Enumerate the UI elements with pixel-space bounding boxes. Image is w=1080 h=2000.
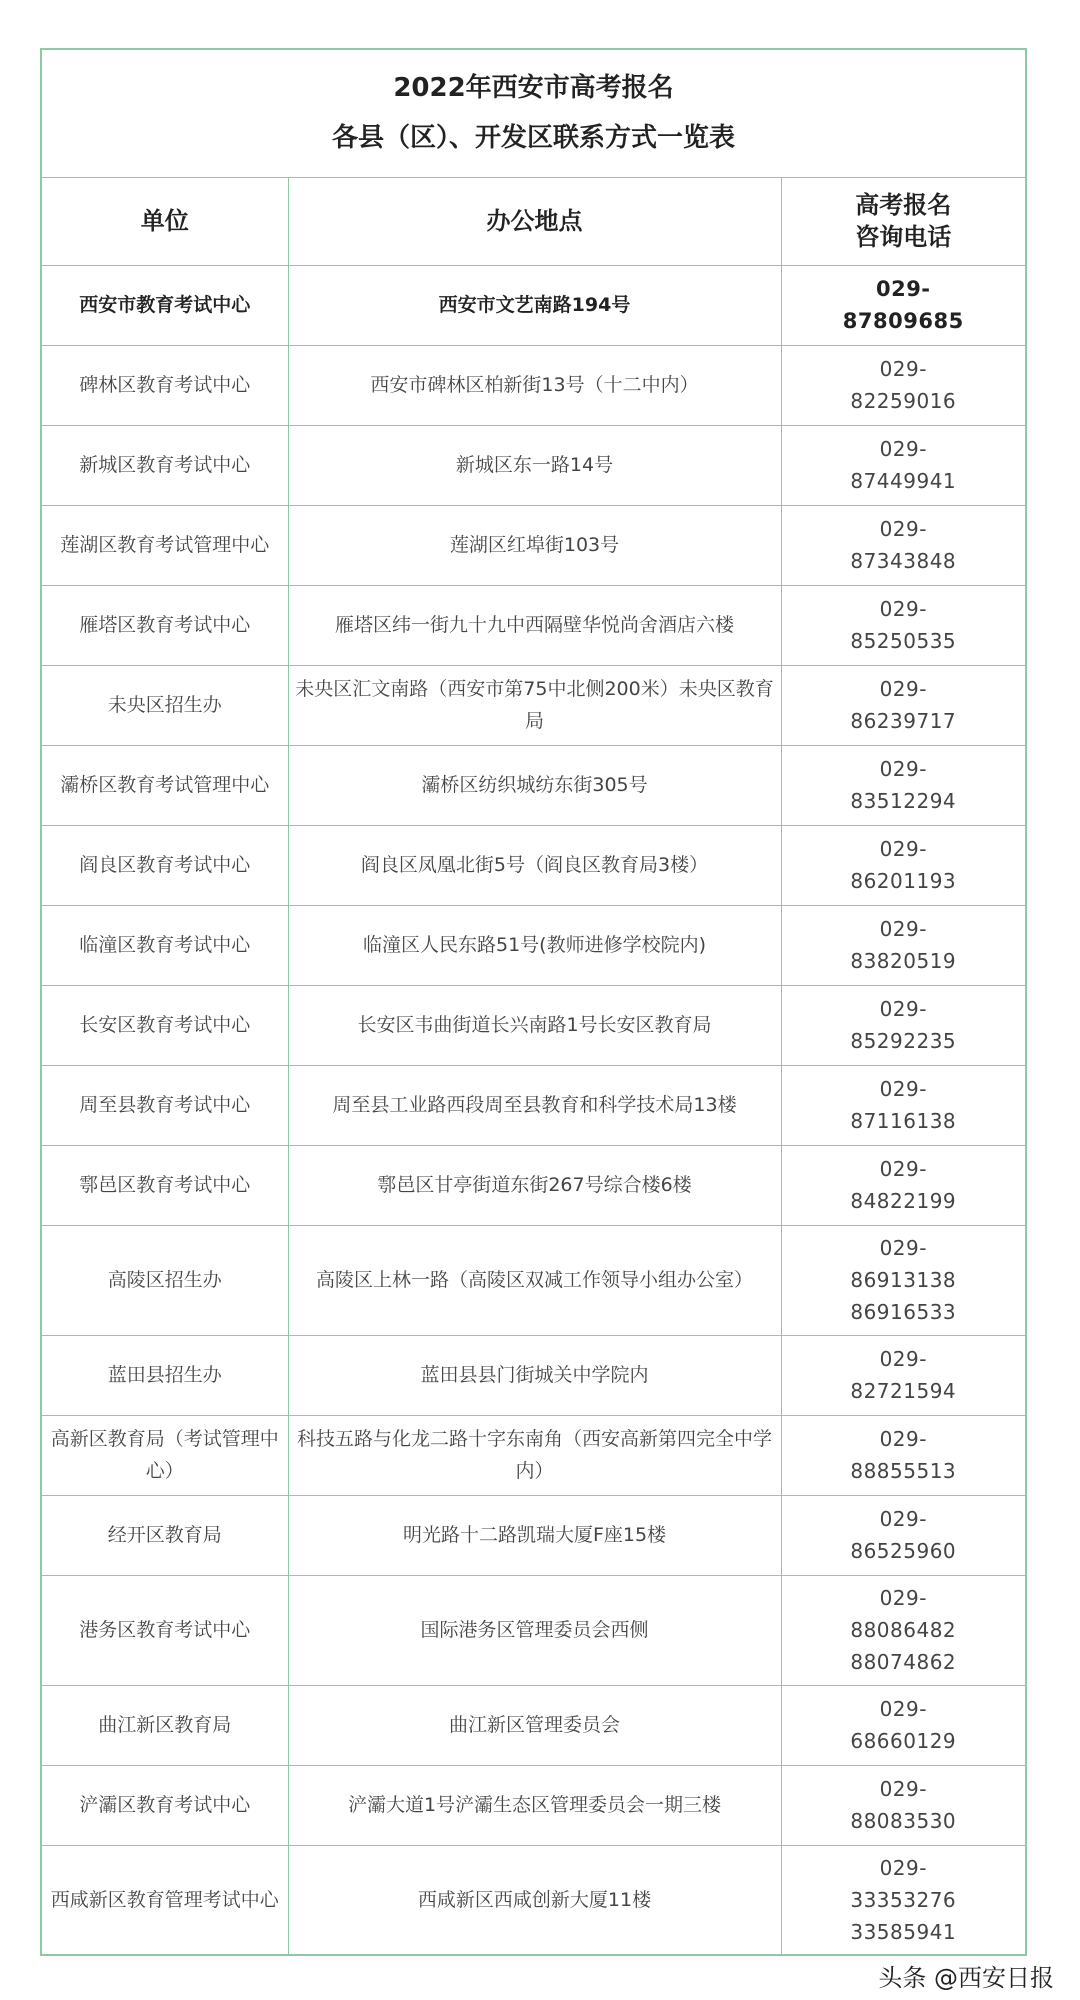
phone-number: 85250535 [850, 629, 957, 653]
phone-number: 68660129 [850, 1729, 957, 1753]
cell-unit: 临潼区教育考试中心 [41, 905, 288, 985]
phone-number: 029- [879, 597, 927, 621]
phone-number: 88086482 [850, 1618, 957, 1642]
cell-phone [781, 1065, 1026, 1145]
table-row [41, 265, 1026, 345]
cell-address: 未央区汇文南路（西安市第75中北侧200米）未央区教育局 [288, 665, 781, 745]
table-row [41, 1145, 1026, 1225]
phone-number: 029- [879, 437, 927, 461]
cell-address: 灞桥区纺织城纺东街305号 [288, 745, 781, 825]
watermark: 头条 @西安日报 [872, 1960, 1060, 1996]
cell-address: 雁塔区纬一街九十九中西隔壁华悦尚舍酒店六楼 [288, 585, 781, 665]
phone-number: 87116138 [850, 1109, 957, 1133]
cell-unit: 长安区教育考试中心 [41, 985, 288, 1065]
table-row [41, 1225, 1026, 1335]
phone-number: 029- [879, 1347, 927, 1371]
cell-phone [781, 1685, 1026, 1765]
table-title-line1: 2022年西安市高考报名 [393, 73, 674, 104]
column-header-phone-line1: 高考报名 [855, 191, 952, 219]
column-header-phone [781, 177, 1026, 265]
phone-number: 029- [879, 357, 927, 381]
cell-phone [781, 905, 1026, 985]
phone-number: 82259016 [850, 389, 957, 413]
cell-address: 西安市碑林区柏新街13号（十二中内） [288, 345, 781, 425]
table-row [41, 585, 1026, 665]
phone-number: 86916533 [850, 1300, 957, 1324]
cell-address: 西咸新区西咸创新大厦11楼 [288, 1845, 781, 1955]
cell-phone [781, 1845, 1026, 1955]
cell-address: 浐灞大道1号浐灞生态区管理委员会一期三楼 [288, 1765, 781, 1845]
cell-phone [781, 1415, 1026, 1495]
cell-phone [781, 985, 1026, 1065]
cell-phone [781, 1225, 1026, 1335]
phone-number: 83512294 [850, 789, 957, 813]
phone-number: 029- [879, 997, 927, 1021]
cell-unit: 莲湖区教育考试管理中心 [41, 505, 288, 585]
cell-unit: 曲江新区教育局 [41, 1685, 288, 1765]
table-row [41, 985, 1026, 1065]
phone-number: 86913138 [850, 1268, 957, 1292]
column-header-address: 办公地点 [288, 177, 781, 265]
cell-phone [781, 345, 1026, 425]
header-row [41, 177, 1026, 265]
phone-number: 029- [879, 757, 927, 781]
cell-unit: 鄠邑区教育考试中心 [41, 1145, 288, 1225]
phone-number: 029- [879, 517, 927, 541]
phone-number: 33353276 [850, 1887, 957, 1912]
phone-number: 029- [879, 1157, 927, 1181]
cell-unit: 西安市教育考试中心 [41, 265, 288, 345]
table-row [41, 825, 1026, 905]
phone-number: 029- [879, 917, 927, 941]
phone-number: 029- [875, 277, 931, 301]
contact-table [40, 48, 1027, 1956]
table-row [41, 1335, 1026, 1415]
phone-number: 029- [879, 1697, 927, 1721]
phone-number: 029- [879, 1777, 927, 1801]
phone-number: 82721594 [850, 1379, 957, 1403]
phone-number: 86201193 [850, 869, 957, 893]
phone-number: 87809685 [842, 309, 964, 333]
cell-address: 长安区韦曲街道长兴南路1号长安区教育局 [288, 985, 781, 1065]
table-row [41, 1415, 1026, 1495]
cell-phone [781, 665, 1026, 745]
table-title-line2: 各县（区）、开发区联系方式一览表 [332, 123, 736, 154]
phone-number: 83820519 [850, 949, 957, 973]
table-row [41, 1065, 1026, 1145]
phone-number: 33585941 [850, 1919, 957, 1944]
cell-unit: 经开区教育局 [41, 1495, 288, 1575]
cell-phone [781, 825, 1026, 905]
cell-phone [781, 1575, 1026, 1685]
cell-unit: 雁塔区教育考试中心 [41, 585, 288, 665]
cell-unit: 西咸新区教育管理考试中心 [41, 1845, 288, 1955]
cell-address: 新城区东一路14号 [288, 425, 781, 505]
cell-unit: 灞桥区教育考试管理中心 [41, 745, 288, 825]
table-row [41, 1845, 1026, 1955]
phone-number: 87343848 [850, 549, 957, 573]
cell-address: 明光路十二路凯瑞大厦F座15楼 [288, 1495, 781, 1575]
phone-number: 029- [879, 1507, 927, 1531]
cell-address: 莲湖区红埠街103号 [288, 505, 781, 585]
column-header-phone-line2: 咨询电话 [855, 223, 952, 251]
cell-phone [781, 1145, 1026, 1225]
cell-phone [781, 425, 1026, 505]
table-row [41, 425, 1026, 505]
table-row [41, 665, 1026, 745]
phone-number: 029- [879, 1427, 927, 1451]
cell-unit: 碑林区教育考试中心 [41, 345, 288, 425]
column-header-unit: 单位 [41, 177, 288, 265]
cell-unit: 阎良区教育考试中心 [41, 825, 288, 905]
cell-unit: 浐灞区教育考试中心 [41, 1765, 288, 1845]
phone-number: 029- [879, 677, 927, 701]
cell-address: 阎良区凤凰北街5号（阎良区教育局3楼） [288, 825, 781, 905]
phone-number: 029- [879, 1236, 927, 1260]
cell-phone [781, 1765, 1026, 1845]
phone-number: 88074862 [850, 1650, 957, 1674]
table-title [41, 49, 1026, 177]
title-row [41, 49, 1026, 177]
phone-number: 86525960 [850, 1539, 957, 1563]
table-row [41, 1765, 1026, 1845]
cell-phone [781, 1495, 1026, 1575]
phone-number: 88855513 [850, 1459, 957, 1483]
table-row [41, 905, 1026, 985]
cell-phone [781, 1335, 1026, 1415]
cell-address: 蓝田县县门街城关中学院内 [288, 1335, 781, 1415]
phone-number: 84822199 [850, 1189, 957, 1213]
cell-address: 曲江新区管理委员会 [288, 1685, 781, 1765]
cell-address: 周至县工业路西段周至县教育和科学技术局13楼 [288, 1065, 781, 1145]
cell-unit: 周至县教育考试中心 [41, 1065, 288, 1145]
cell-phone [781, 585, 1026, 665]
table-row [41, 745, 1026, 825]
cell-address: 科技五路与化龙二路十字东南角（西安高新第四完全中学内） [288, 1415, 781, 1495]
table-row [41, 1575, 1026, 1685]
cell-unit: 新城区教育考试中心 [41, 425, 288, 505]
phone-number: 86239717 [850, 709, 957, 733]
cell-phone [781, 265, 1026, 345]
table-row [41, 505, 1026, 585]
contact-table-container [40, 48, 1025, 1956]
cell-unit: 蓝田县招生办 [41, 1335, 288, 1415]
phone-number: 88083530 [850, 1809, 957, 1833]
cell-address: 临潼区人民东路51号(教师进修学校院内) [288, 905, 781, 985]
cell-unit: 高陵区招生办 [41, 1225, 288, 1335]
cell-address: 国际港务区管理委员会西侧 [288, 1575, 781, 1685]
phone-number: 029- [879, 1077, 927, 1101]
phone-number: 85292235 [850, 1029, 957, 1053]
cell-address: 西安市文艺南路194号 [288, 265, 781, 345]
table-row [41, 345, 1026, 425]
phone-number: 87449941 [850, 469, 957, 493]
phone-number: 029- [879, 1855, 927, 1880]
phone-number: 029- [879, 837, 927, 861]
cell-unit: 港务区教育考试中心 [41, 1575, 288, 1685]
phone-number: 029- [879, 1586, 927, 1610]
cell-phone [781, 505, 1026, 585]
cell-address: 高陵区上林一路（高陵区双减工作领导小组办公室） [288, 1225, 781, 1335]
cell-unit: 未央区招生办 [41, 665, 288, 745]
table-row [41, 1685, 1026, 1765]
cell-unit: 高新区教育局（考试管理中心） [41, 1415, 288, 1495]
table-row [41, 1495, 1026, 1575]
cell-address: 鄠邑区甘亭街道东街267号综合楼6楼 [288, 1145, 781, 1225]
cell-phone [781, 745, 1026, 825]
